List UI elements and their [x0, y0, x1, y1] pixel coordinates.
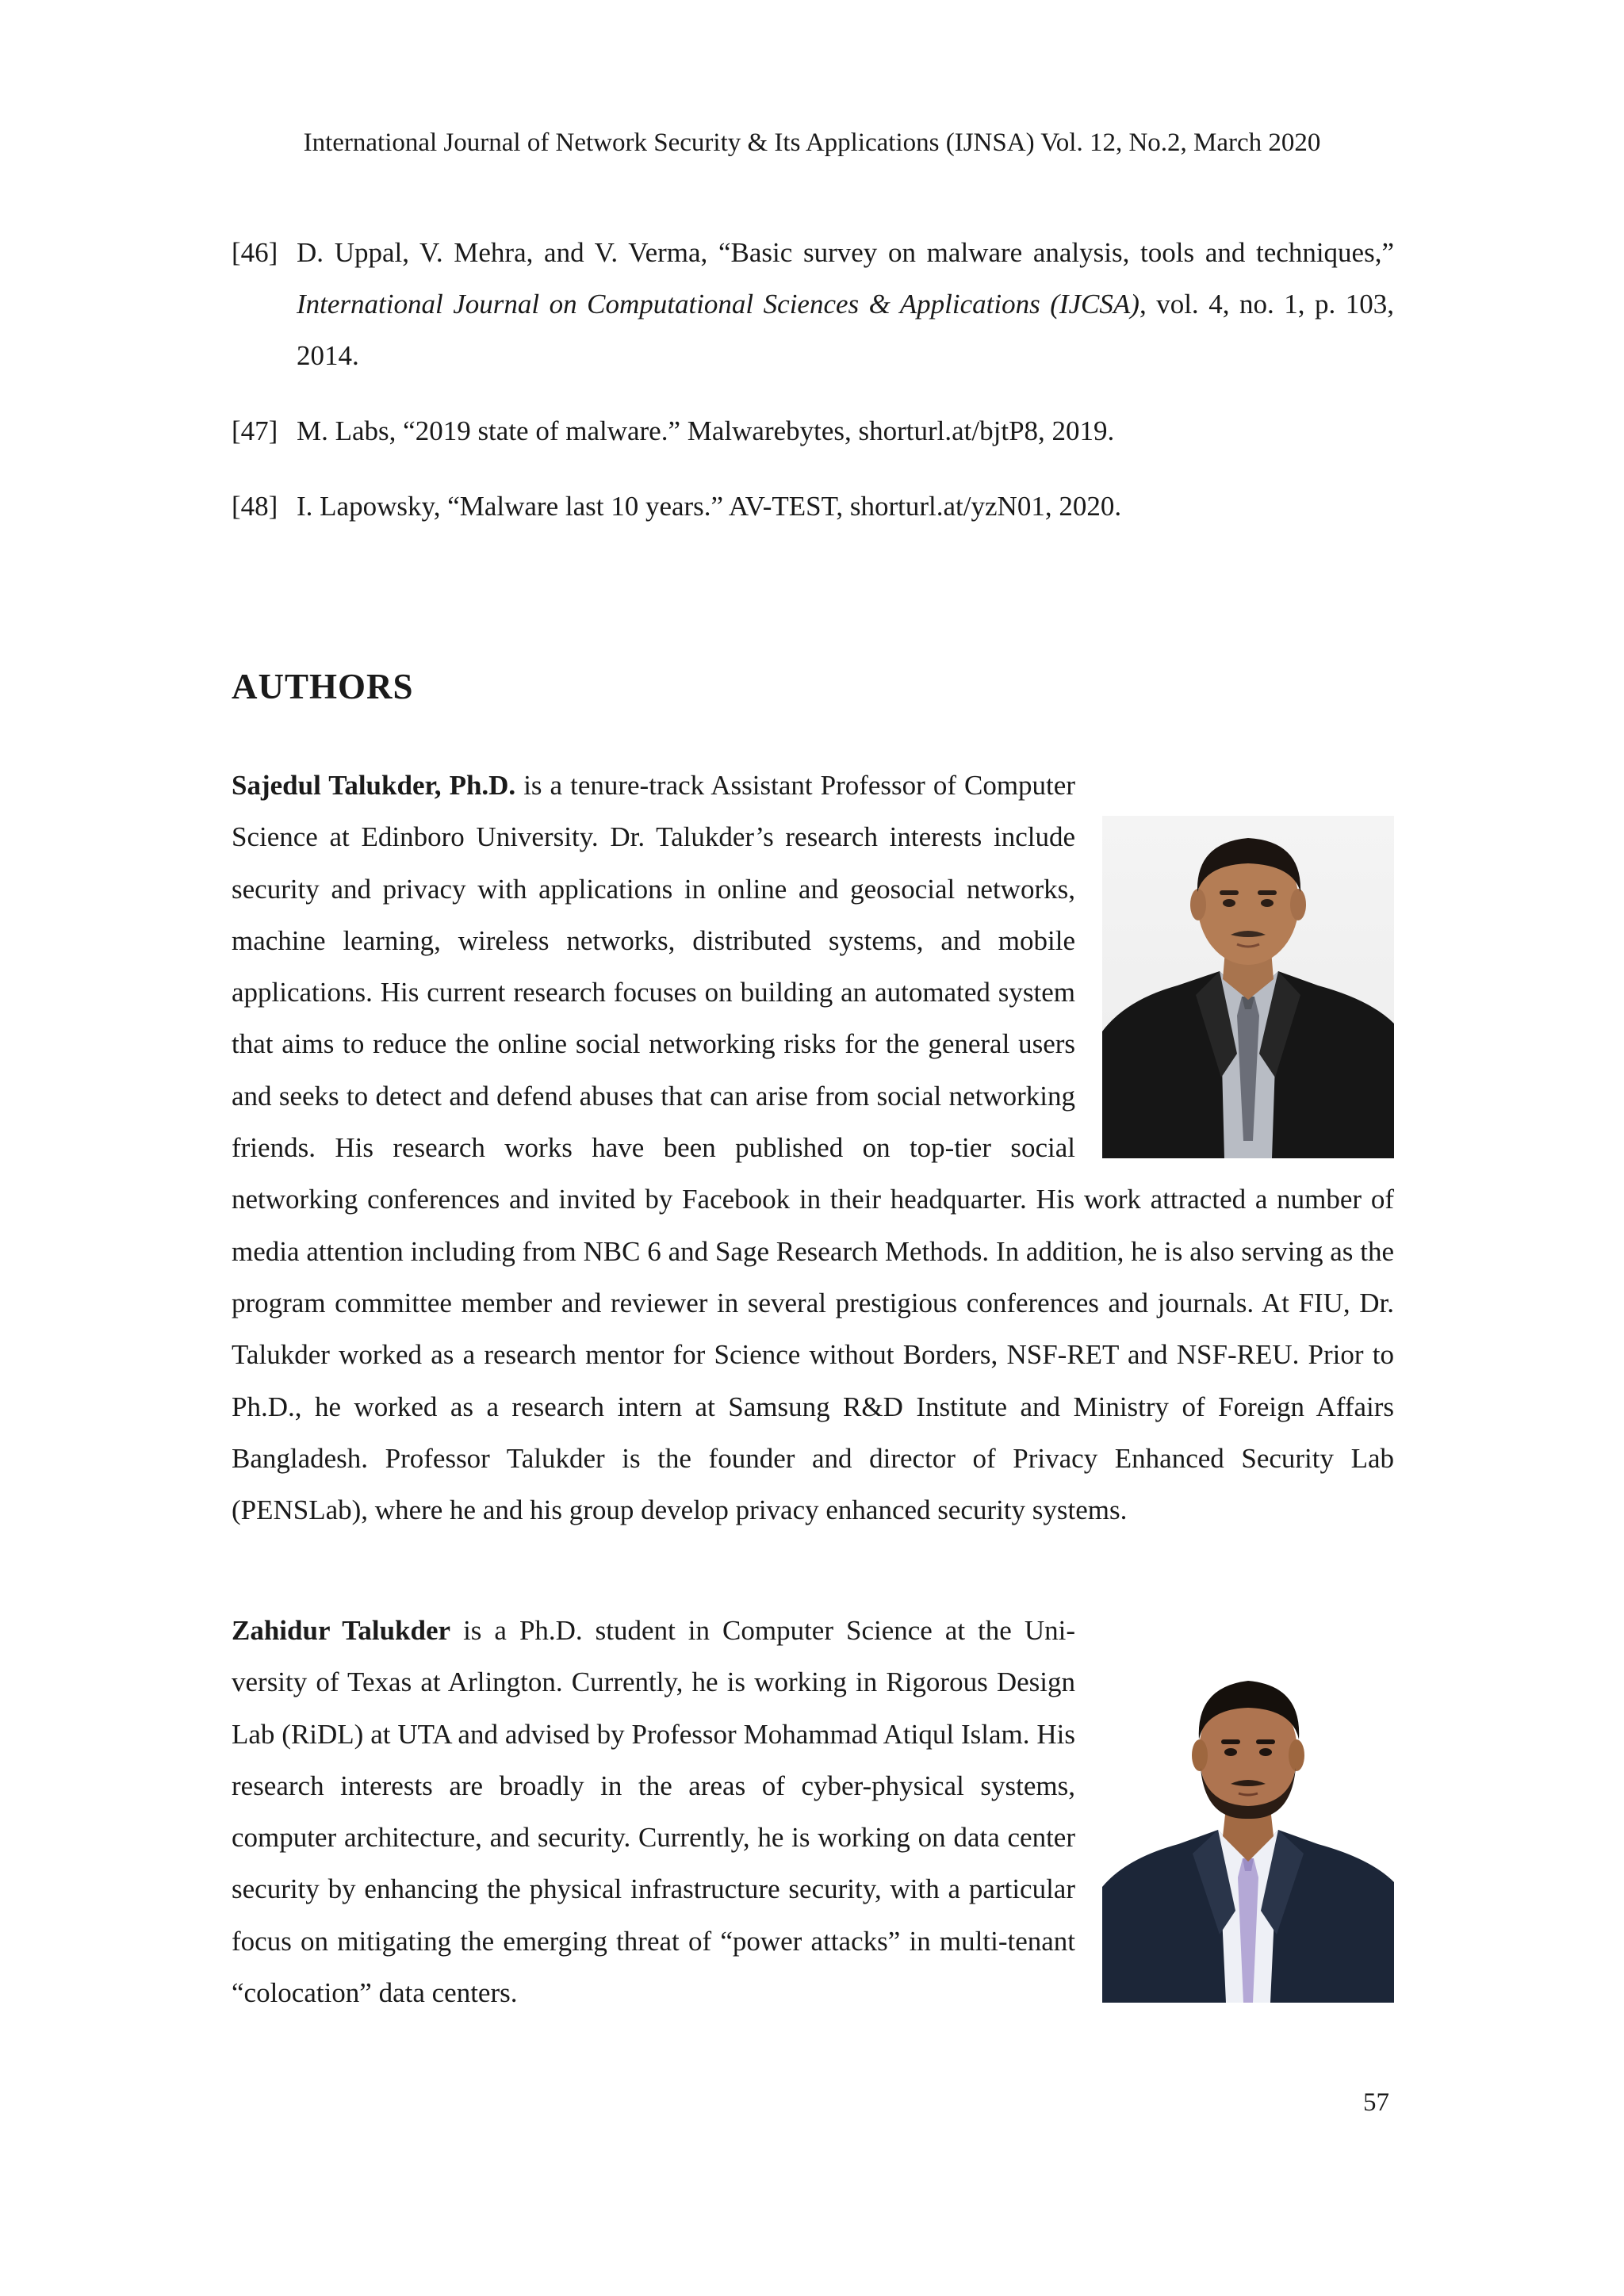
reference-46 — [232, 227, 1394, 381]
author-bio-zahidur — [232, 1605, 1394, 2019]
reference-list — [232, 227, 1394, 556]
reference-text: I. Lapowsky, “Malware last 10 years.” AV-TEST, shorturl.at/yzN01, 2020. — [297, 491, 1122, 522]
author-bio-text: is a tenure-track Assistant Professor of Computer Science at Edinboro University. Dr. Talukder’s research interests include security and privacy with applications in online and geosocial networks, machine learning, wireless networks, distributed systems, and mobile applications. His current research focuses on building an automated system that aims to reduce the online social networking risks for the general users and seeks to detect and defend abuses that can arise from social networking friends. His research works have been published on top-tier social networking conferences and invited by Facebook in their headquarter. His work attracted a number of media attention including from NBC 6 and Sage Research Methods. In addition, he is also serving as the program committee member and reviewer in several prestigious conferences and journals. At FIU, Dr. Talukder worked as a research mentor for Science without Borders, NSF-RET and NSF-REU. Prior to Ph.D., he worked as a research intern at Samsung R&D Institute and Ministry of Foreign Affairs Bangladesh. Professor Talukder is the founder and director of Privacy Enhanced Security Lab (PENSLab), where he and his group develop privacy enhanced security systems. — [232, 770, 1394, 1526]
authors-heading: AUTHORS — [232, 667, 414, 706]
reference-text: D. Uppal, V. Mehra, and V. Verma, “Basic survey on malware analysis, tools and techniques,” — [297, 237, 1394, 268]
reference-details: , vol. 4, no. 1, p. 103, 2014. — [297, 289, 1394, 371]
author-bio-text: is a Ph.D. student in Computer Science at the University of Texas at Arlington. Currently, he is working in Rigorous Design Lab (RiDL) at UTA and advised by Professor Mohammad Atiqul Islam. His research interests are broadly in the areas of cyber-physical systems, computer architecture, and security. Currently, he is working on data center security by enhancing the physical infrastructure security, with a particular focus on mitigating the emerging threat of “power attacks” in multi-tenant “colocation” data centers. — [232, 1615, 1075, 2009]
running-header: International Journal of Network Security & Its Applications (IJNSA) Vol. 12, No.2, March 2020 — [303, 128, 1321, 157]
reference-number: [46] — [232, 237, 278, 268]
reference-47 — [232, 405, 1394, 457]
reference-venue: International Journal on Computational Sciences & Applications (IJCSA) — [297, 289, 1139, 320]
author-bio-sajedul — [232, 760, 1394, 1536]
reference-text: M. Labs, “2019 state of malware.” Malwarebytes, shorturl.at/bjtP8, 2019. — [297, 415, 1115, 446]
page-number: 57 — [1363, 2088, 1389, 2117]
author-name: Sajedul Talukder, Ph.D. — [232, 770, 516, 801]
reference-number: [47] — [232, 415, 278, 446]
author-photo-zahidur — [1102, 1657, 1394, 2003]
author-name: Zahidur Talukder — [232, 1615, 451, 1646]
author-photo-sajedul — [1102, 816, 1394, 1158]
reference-48 — [232, 480, 1394, 532]
reference-number: [48] — [232, 491, 278, 522]
